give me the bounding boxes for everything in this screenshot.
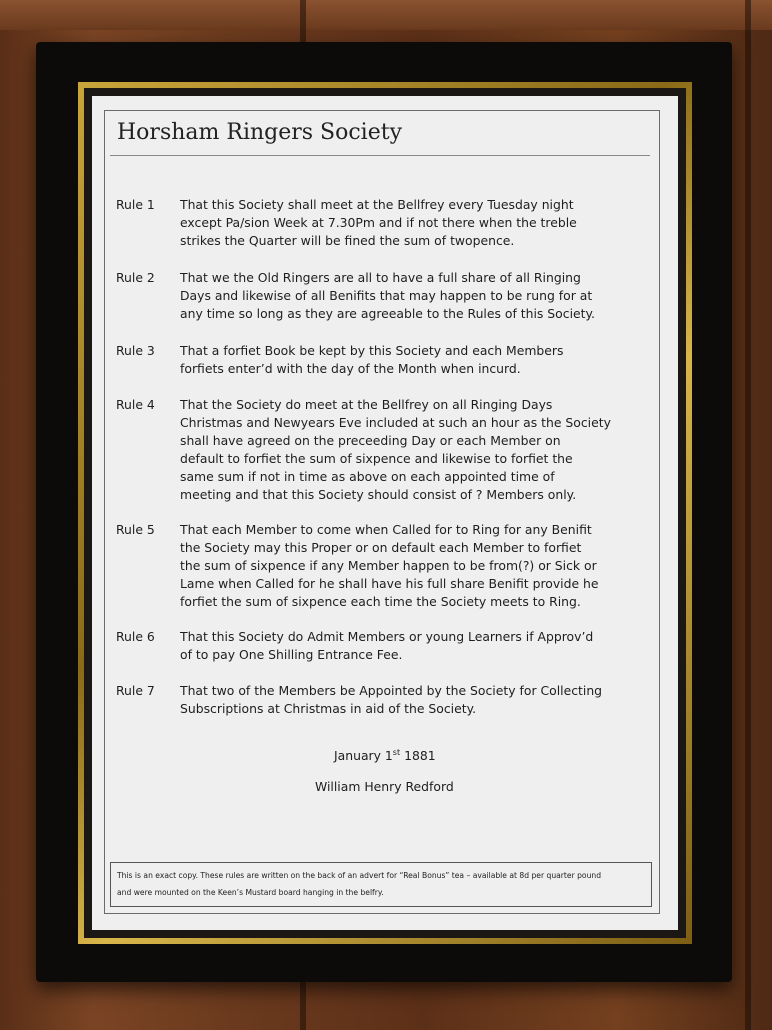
rule-line: Subscriptions at Christmas in aid of the Society. <box>180 701 477 716</box>
rule-line: any time so long as they are agreeable to the Rules of this Society. <box>180 306 595 321</box>
rule-line: default to forfiet the sum of sixpence and likewise to forfiet the <box>180 451 573 466</box>
rule-line: except Pa/sion Week at 7.30Pm and if not there when the treble <box>180 215 577 230</box>
rule-label: Rule 1 <box>116 197 155 212</box>
rule-line: forfiet the sum of sixpence each time the Society meets to Ring. <box>180 594 581 609</box>
rule-line: That we the Old Ringers are all to have a full share of all Ringing <box>180 270 581 285</box>
rule-line: of to pay One Shilling Entrance Fee. <box>180 647 403 662</box>
rule-line: meeting and that this Society should consist of ? Members only. <box>180 487 577 502</box>
rule-label: Rule 7 <box>116 683 155 698</box>
rule-line: That this Society do Admit Members or young Learners if Approv’d <box>180 629 594 644</box>
rule-text <box>180 682 650 718</box>
date-suffix: st <box>392 748 401 757</box>
date-day: January 1 <box>334 748 393 764</box>
rule-label: Rule 2 <box>116 270 155 285</box>
rule-line: That each Member to come when Called for to Ring for any Benifit <box>180 522 592 537</box>
rule-text <box>180 196 650 250</box>
wall-top-panel <box>0 0 772 30</box>
document-date <box>334 748 436 763</box>
rule-label: Rule 5 <box>116 522 155 537</box>
rule-label: Rule 6 <box>116 629 155 644</box>
rule-text <box>180 269 650 323</box>
footnote-line: and were mounted on the Keen’s Mustard board hanging in the belfry. <box>117 888 384 897</box>
date-year: 1881 <box>404 748 436 764</box>
rule-text <box>180 628 650 664</box>
rule-line: the sum of sixpence if any Member happen to be from(?) or Sick or <box>180 558 597 573</box>
rule-line: That two of the Members be Appointed by the Society for Collecting <box>180 683 603 698</box>
title-underline <box>110 155 650 156</box>
rule-text <box>180 396 650 504</box>
rule-text <box>180 342 650 378</box>
rule-line: the Society may this Proper or on default each Member to forfiet <box>180 540 582 555</box>
rule-line: That a forfiet Book be kept by this Society and each Members <box>180 343 564 358</box>
rule-line: That the Society do meet at the Bellfrey on all Ringing Days <box>180 397 553 412</box>
rule-line: Lame when Called for he shall have his full share Benifit provide he <box>180 576 599 591</box>
footnote-line: This is an exact copy. These rules are written on the back of an advert for “Real Bonus” tea – available at 8d per quarter pound <box>117 871 602 880</box>
footnote <box>117 867 649 901</box>
rule-line: That this Society shall meet at the Bellfrey every Tuesday night <box>180 197 574 212</box>
rule-label: Rule 3 <box>116 343 155 358</box>
rule-line: strikes the Quarter will be fined the sum of twopence. <box>180 233 515 248</box>
wall-panel-seam <box>745 0 751 1030</box>
signature-name: William Henry Redford <box>315 779 454 794</box>
rule-line: shall have agreed on the preceeding Day or each Member on <box>180 433 561 448</box>
rule-line: Days and likewise of all Benifits that may happen to be rung for at <box>180 288 593 303</box>
document-title: Horsham Ringers Society <box>117 120 403 145</box>
rule-line: Christmas and Newyears Eve included at such an hour as the Society <box>180 415 611 430</box>
rule-text <box>180 521 650 611</box>
rule-line: same sum if not in time as above on each appointed time of <box>180 469 555 484</box>
rule-line: forfiets enter’d with the day of the Month when incurd. <box>180 361 521 376</box>
rule-label: Rule 4 <box>116 397 155 412</box>
